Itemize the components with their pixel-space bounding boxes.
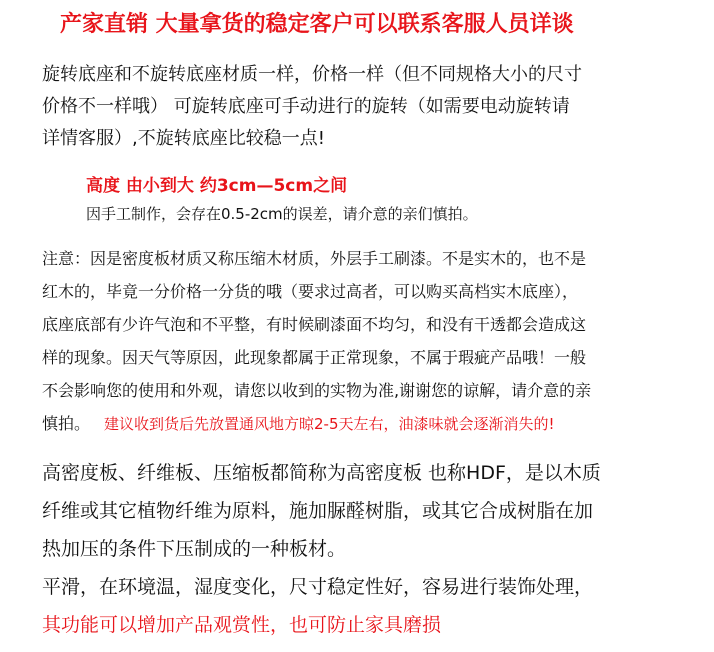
material-line-1: 高密度板、纤维板、压缩板都简称为高密度板 也称HDF，是以木质 [42, 462, 601, 484]
base-rotation-line-1: 旋转底座和不旋转底座材质一样，价格一样（但不同规格大小的尺寸 [42, 64, 582, 85]
note-last-line: 慎拍。 [42, 414, 91, 433]
note-line-1: 注意：因是密度板材质又称压缩木材质，外层手工刷漆。不是实木的，也不是 [42, 249, 587, 268]
note-line-4: 样的现象。因天气等原因，此现象都属于正常现象，不属于瑕疵产品哦！一般 [42, 348, 587, 367]
height-range: 高度 由小到大 约3cm—5cm之间 [86, 176, 348, 196]
note-line-5: 不会影响您的使用和外观，请您以收到的实物为准,谢谢您的谅解，请介意的亲 [42, 381, 592, 400]
base-rotation-line-3: 详情客服）,不旋转底座比较稳一点! [42, 128, 325, 149]
material-line-3: 热加压的条件下压制成的一种板材。 [42, 538, 347, 560]
base-rotation-line-2: 价格不一样哦） 可旋转底座可手动进行的旋转（如需要电动旋转请 [42, 96, 570, 117]
material-line-4: 平滑，在环境温，湿度变化，尺寸稳定性好，容易进行装饰处理， [42, 576, 594, 598]
page-title: 产家直销 大量拿货的稳定客户可以联系客服人员详谈 [60, 12, 574, 37]
material-line-2: 纤维或其它植物纤维为原料，施加脲醛树脂，或其它合成树脂在加 [42, 500, 594, 522]
note-line-3: 底座底部有少许气泡和不平整，有时候刷漆面不均匀，和没有干透都会造成这 [42, 315, 587, 334]
tolerance-note: 因手工制作，会存在0.5-2cm的误差，请介意的亲们慎拍。 [86, 205, 478, 223]
note-line-6 [42, 416, 555, 432]
function-highlight: 其功能可以增加产品观赏性，也可防止家具磨损 [42, 614, 442, 636]
ventilation-tip: 建议收到货后先放置通风地方晾2-5天左右，油漆味就会逐渐消失的! [104, 415, 555, 433]
note-line-2: 红木的，毕竟一分价格一分货的哦（要求过高者，可以购买高档实木底座）， [42, 282, 579, 301]
